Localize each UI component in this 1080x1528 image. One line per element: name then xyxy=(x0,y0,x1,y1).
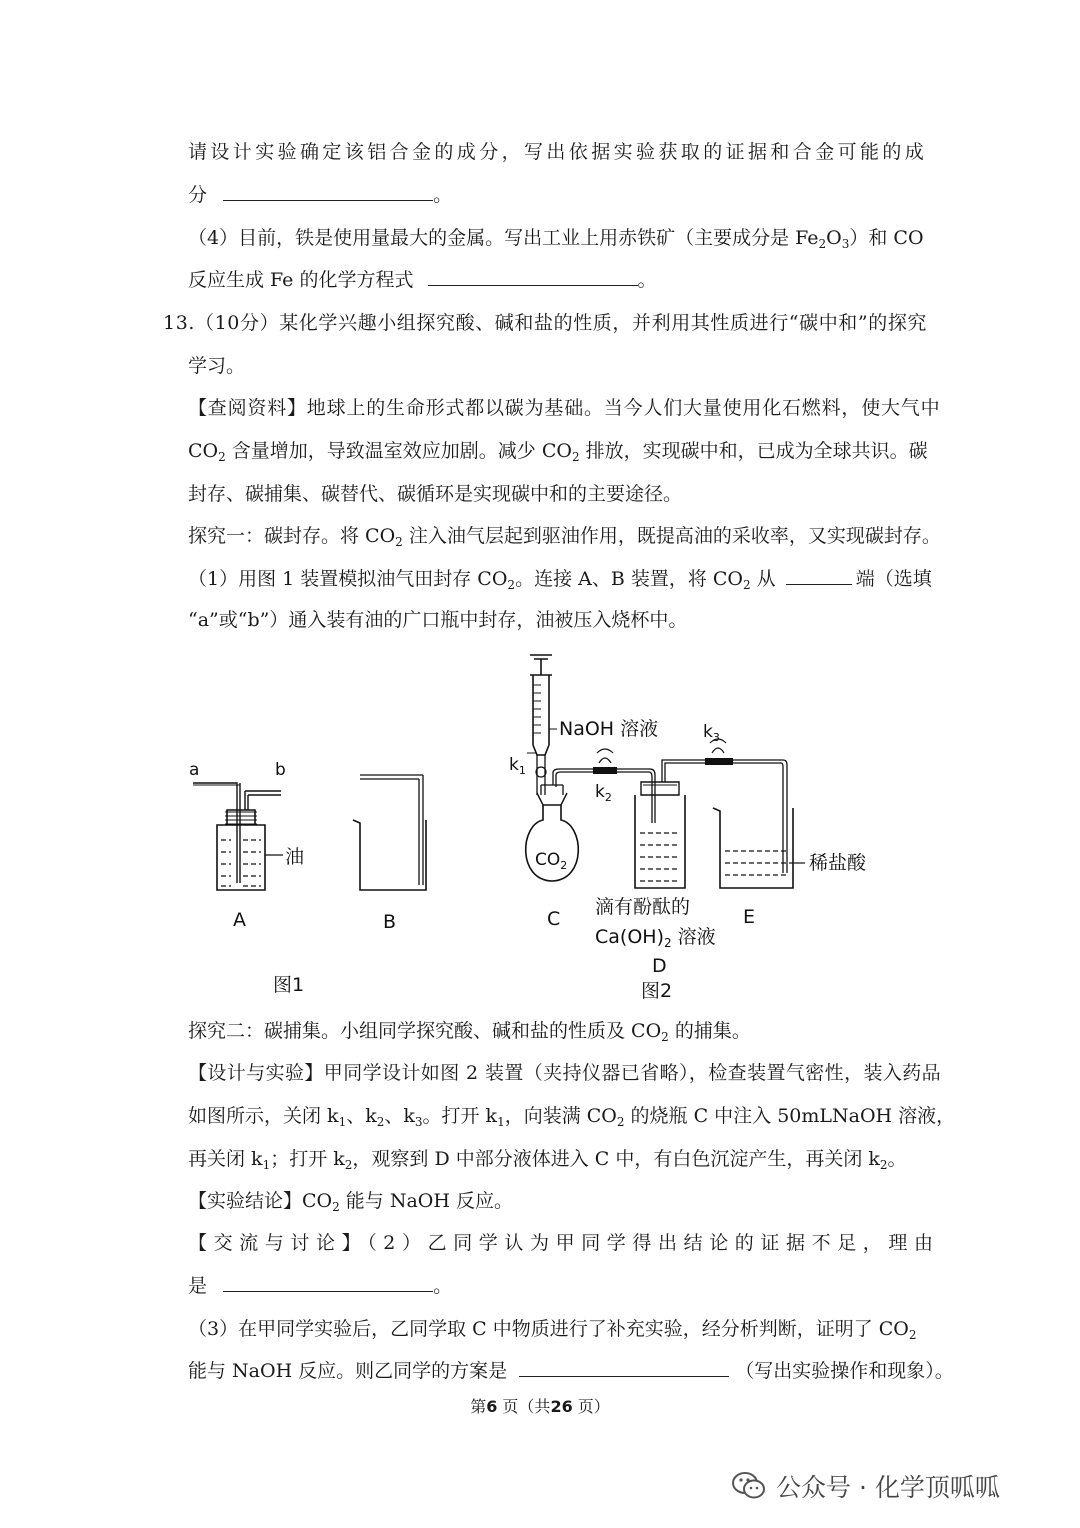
answer-blank[interactable] xyxy=(223,182,433,201)
q13-heading-line2: 学习。 xyxy=(188,355,246,377)
dilute-hcl-label: 稀盐酸 xyxy=(809,852,867,874)
figure-1-caption: 图1 xyxy=(273,974,305,996)
q12-part4-line1: （4）目前，铁是使用量最大的金属。写出工业上用赤铁矿（主要成分是 $Fe_2O_3$）和 CO xyxy=(188,227,924,251)
label-a: a xyxy=(189,760,200,780)
design-line2: 如图所示，关闭 $k_1$、$k_2$、$k_3$。打开 $k_1$，向装满 $CO_2$ 的烧瓶 C 中注入 50mLNaOH 溶液， xyxy=(188,1105,956,1129)
k1-label: $k_1$ xyxy=(509,755,526,777)
naoh-solution-label: NaOH 溶液 xyxy=(559,718,659,740)
q12-part4-line2: 反应生成 Fe 的化学方程式 。 xyxy=(188,269,657,291)
apparatus-figure xyxy=(185,645,905,1005)
part3-line1: （3）在甲同学实验后，乙同学取 C 中物质进行了补充实验，经分析判断，证明了 $CO_2$ xyxy=(188,1318,917,1342)
part3-line2: 能与 NaOH 反应。则乙同学的方案是 （写出实验操作和现象）。 xyxy=(188,1360,954,1382)
label-b: b xyxy=(275,760,286,780)
label-oil: 油 xyxy=(285,846,305,868)
discussion-line1: 【交流与讨论】（2）乙同学认为甲同学得出结论的证据不足，理由 xyxy=(188,1232,940,1254)
d-solution-label-2: $Ca(OH)_2$ 溶液 xyxy=(595,926,716,950)
answer-blank[interactable] xyxy=(223,1273,433,1292)
q13-heading: 13.（10分）某化学兴趣小组探究酸、碱和盐的性质，并利用其性质进行“碳中和”的探究 xyxy=(163,312,928,334)
wechat-watermark xyxy=(732,1462,1000,1510)
d-solution-label-1: 滴有酚酞的 xyxy=(595,896,691,918)
explore1-line: 探究一：碳封存。将 $CO_2$ 注入油气层起到驱油作用，既提高油的采收率，又实现碳封存。 xyxy=(188,525,941,549)
discussion-line2: 是 。 xyxy=(188,1275,453,1297)
part1-line2: “a”或“b”）通入装有油的广口瓶中封存，油被压入烧杯中。 xyxy=(188,609,688,631)
caption-e: E xyxy=(743,906,756,928)
bottle-d xyxy=(635,760,705,888)
caption-a: A xyxy=(233,909,246,931)
ref-line3: 封存、碳捕集、碳替代、碳循环是实现碳中和的主要途径。 xyxy=(188,483,683,505)
wide-mouth-bottle-a xyxy=(193,783,283,890)
explore2-line: 探究二：碳捕集。小组同学探究酸、碱和盐的性质及 $CO_2$ 的捕集。 xyxy=(188,1020,751,1044)
caption-c: C xyxy=(547,908,561,930)
co2-in-flask: $CO_2$ xyxy=(535,850,568,872)
conclusion-line: 【实验结论】$CO_2$ 能与 NaOH 反应。 xyxy=(188,1190,513,1214)
k3-label: $k_3$ xyxy=(703,722,720,744)
ref-line2: $CO_2$ 含量增加，导致温室效应加剧。减少 $CO_2$ 排放，实现碳中和，已成为全球共识。碳 xyxy=(188,440,928,464)
page-footer: 第6 页（共26 页） xyxy=(470,1397,610,1416)
q12-line1: 请设计实验确定该铝合金的成分，写出依据实验获取的证据和合金可能的成 xyxy=(188,141,928,163)
caption-d: D xyxy=(652,955,667,977)
answer-blank[interactable] xyxy=(786,566,852,585)
watermark-text: 公众号 · 化学顶呱呱 xyxy=(776,1473,1000,1502)
design-line1: 【设计与实验】甲同学设计如图 2 装置（夹持仪器已省略），检查装置气密性，装入药品 xyxy=(188,1062,942,1084)
beaker-b xyxy=(353,775,426,890)
k2-label: $k_2$ xyxy=(595,782,612,804)
ref-line1: 【查阅资料】地球上的生命形式都以碳为基础。当今人们大量使用化石燃料，使大气中 xyxy=(188,397,941,419)
design-line3: 再关闭 $k_1$；打开 $k_2$，观察到 D 中部分液体进入 C 中，有白色沉淀产生，再关闭 $k_2$。 xyxy=(188,1148,907,1172)
caption-b: B xyxy=(383,911,397,933)
part1-line1: （1）用图 1 装置模拟油气田封存 $CO_2$。连接 A、B 装置，将 $CO_2$ 从 端（选填 xyxy=(188,568,932,592)
pinch-clamp-k3 xyxy=(705,739,787,873)
q12-line2: 分 。 xyxy=(188,184,453,206)
figure-2-caption: 图2 xyxy=(641,980,673,1002)
beaker-e xyxy=(713,808,805,888)
wechat-icon xyxy=(732,1471,766,1501)
answer-blank[interactable] xyxy=(519,1358,729,1377)
answer-blank[interactable] xyxy=(428,267,638,286)
